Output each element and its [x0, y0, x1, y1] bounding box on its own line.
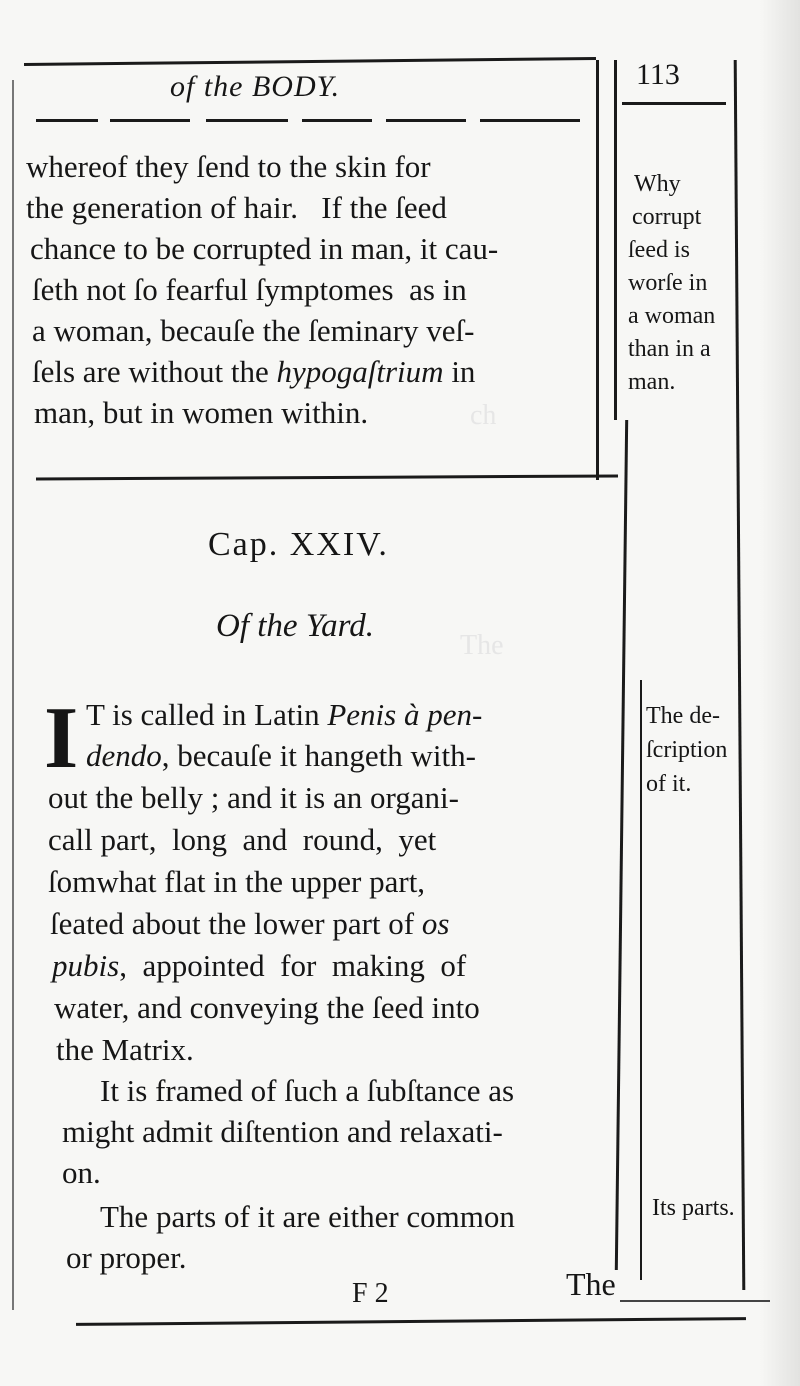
margin-note-line: of it. — [646, 771, 692, 797]
text-line: the generation of hair. If the ſeed — [26, 190, 447, 225]
margin-note-line: man. — [628, 369, 676, 395]
page-number: 113 — [636, 58, 680, 91]
text-line: on. — [62, 1155, 101, 1190]
text-segment: T is called in Latin — [86, 697, 328, 732]
chapter-subheading: Of the Yard. — [216, 608, 375, 644]
section-rule — [36, 474, 618, 480]
text-line: whereof they ſend to the skin for — [26, 149, 431, 184]
inner-right-rule — [640, 680, 642, 1280]
margin-column-rule-lower — [615, 420, 628, 1270]
text-segment: , becauſe it hangeth with- — [161, 738, 476, 773]
text-line: man, but in women within. — [34, 395, 369, 430]
margin-note-line: worſe in — [628, 270, 708, 296]
header-ornament-dash — [386, 119, 466, 122]
margin-note-line: Its parts. — [652, 1195, 735, 1221]
margin-column-rule — [614, 60, 617, 420]
header-rule — [24, 57, 596, 66]
left-frame-line — [12, 80, 14, 1310]
header-ornament-dash — [110, 119, 190, 122]
text-line: the Matrix. — [56, 1032, 194, 1067]
text-segment: , appointed for making of — [119, 948, 467, 983]
margin-note-line: a woman — [628, 303, 716, 329]
text-line: or proper. — [66, 1240, 187, 1275]
header-ornament-dash — [480, 119, 580, 122]
show-through-text: The — [460, 630, 504, 661]
margin-note-line: ſeed is — [628, 237, 690, 263]
header-ornament-dash — [206, 119, 288, 122]
bottom-rule-outer — [620, 1300, 770, 1302]
italic-term: hypogaſtrium — [276, 354, 444, 389]
italic-term: dendo — [86, 738, 162, 773]
text-segment: ſeated about the lower part of — [50, 906, 422, 941]
text-line: might admit diſtention and relaxati- — [62, 1114, 503, 1149]
text-line: water, and conveying the ſeed into — [54, 990, 480, 1025]
text-line: The parts of it are either common — [100, 1199, 515, 1234]
text-line — [50, 903, 449, 944]
margin-note-line: than in a — [628, 336, 711, 362]
header-ornament-dash — [302, 119, 372, 122]
text-line: ſomwhat flat in the upper part, — [48, 864, 426, 899]
margin-note-line: The de- — [646, 703, 720, 729]
text-line: call part, long and round, yet — [48, 822, 437, 857]
text-line: chance to be corrupted in man, it cau- — [30, 231, 499, 266]
drop-cap: I — [44, 690, 79, 787]
catchword: The — [566, 1266, 616, 1302]
text-line: out the belly ; and it is an organi- — [48, 780, 459, 815]
page-number-underline — [622, 102, 726, 105]
right-frame-line — [734, 60, 746, 1290]
signature-mark: F 2 — [352, 1278, 389, 1309]
italic-term: os — [421, 906, 450, 941]
text-line: a woman, becauſe the ſeminary veſ- — [32, 313, 475, 348]
header-ornament-dash — [36, 119, 98, 122]
text-segment: ſels are without the — [32, 354, 277, 389]
text-line — [32, 351, 475, 392]
text-line — [86, 735, 476, 776]
margin-note-line: Why — [634, 171, 681, 197]
text-column-rule — [596, 60, 599, 480]
chapter-heading: Cap. XXIV. — [208, 526, 389, 563]
text-line — [86, 694, 482, 735]
text-line: It is framed of ſuch a ſubſtance as — [100, 1073, 515, 1108]
show-through-text: ch — [470, 400, 497, 431]
running-head: of the BODY. — [170, 70, 341, 103]
italic-term: Penis à pen- — [327, 697, 483, 732]
text-line — [52, 945, 466, 986]
page-edge-shadow — [760, 0, 800, 1386]
margin-note-line: corrupt — [632, 204, 702, 230]
margin-note-line: ſcription — [646, 737, 728, 763]
text-line: ſeth not ſo fearful ſymptomes as in — [32, 272, 467, 307]
bottom-rule — [76, 1317, 746, 1326]
italic-term: pubis — [52, 948, 120, 983]
text-segment: in — [443, 354, 476, 389]
